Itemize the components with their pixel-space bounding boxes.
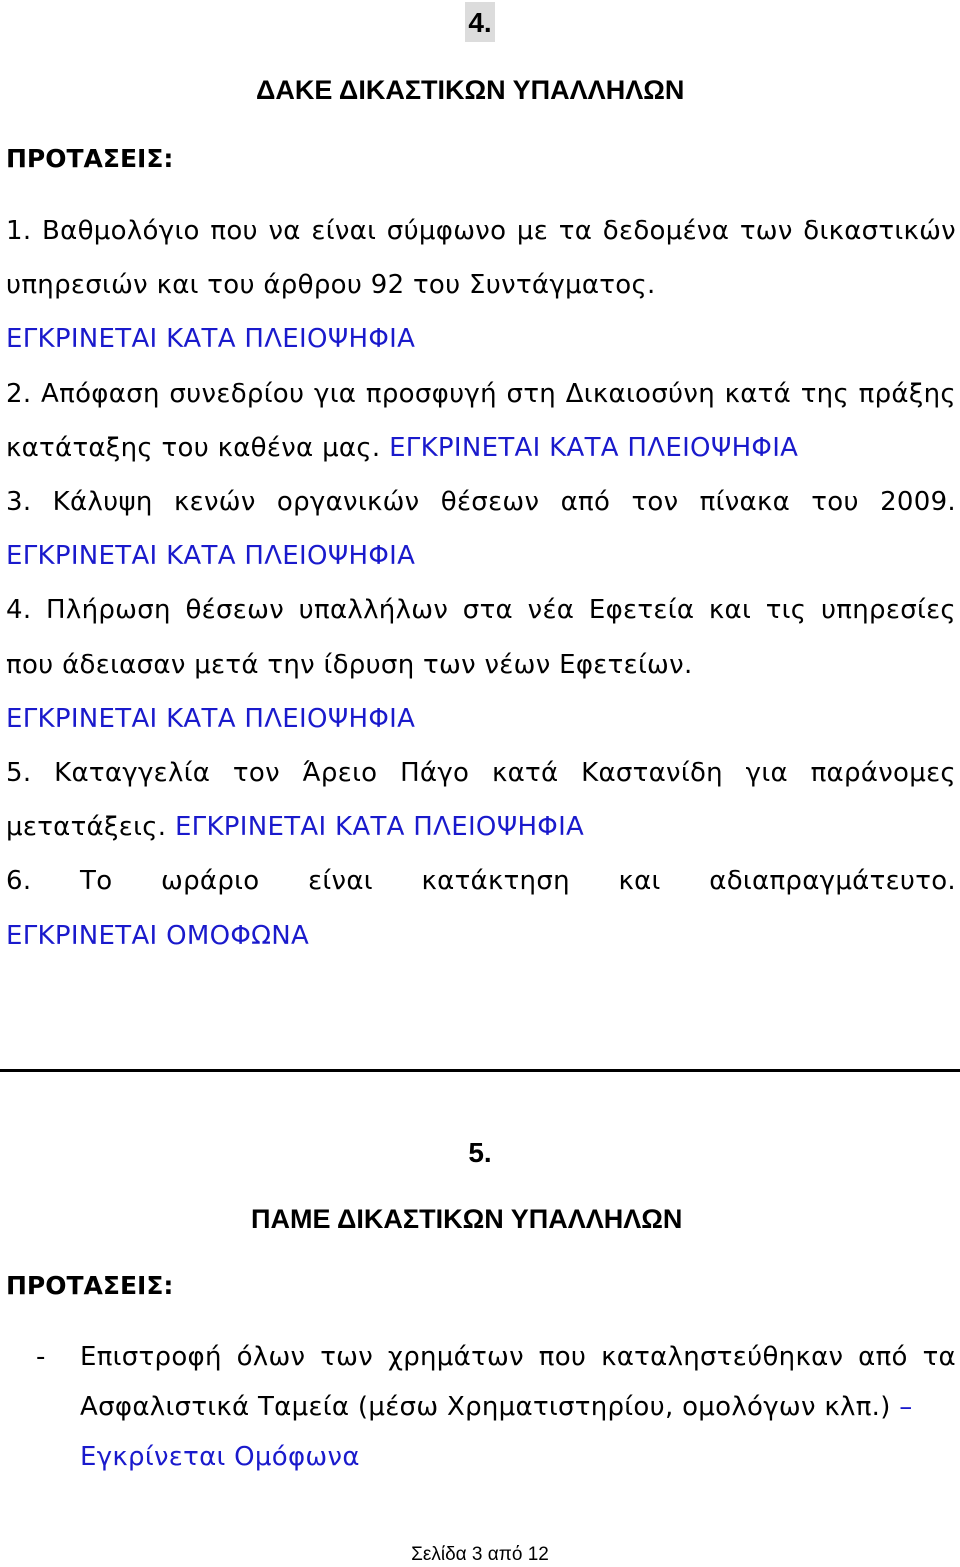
proposal-text: Επιστροφή όλων των χρημάτων που καταληστεύθηκαν από τα Ασφαλιστικά Ταμεία (μέσω Χρηματιστηρίου, ομολόγων κλπ.) xyxy=(80,1342,956,1422)
proposal-text: 3. Κάλυψη κενών οργανικών θέσεων από τον πίνακα του 2009. xyxy=(6,487,956,518)
list-item xyxy=(6,204,956,367)
section-divider xyxy=(0,1069,960,1072)
proposals-heading: ΠΡΟΤΑΣΕΙΣ: xyxy=(6,144,174,173)
list-item xyxy=(80,1332,956,1482)
approval-status: ΕΓΚΡΙΝΕΤΑΙ ΚΑΤΑ ΠΛΕΙΟΨΗΦΙΑ xyxy=(174,812,585,843)
status-dash: – xyxy=(899,1392,913,1422)
proposal-list xyxy=(6,204,956,963)
section-number-4: 4. xyxy=(465,2,495,42)
proposal-text: 4. Πλήρωση θέσεων υπαλλήλων στα νέα Εφετεία και τις υπηρεσίες που άδειασαν μετά την ίδρυση των νέων Εφετείων. xyxy=(6,595,956,680)
page-footer: Σελίδα 3 από 12 xyxy=(411,1544,549,1565)
list-item xyxy=(6,854,956,908)
approval-status: ΕΓΚΡΙΝΕΤΑΙ ΚΑΤΑ ΠΛΕΙΟΨΗΦΙΑ xyxy=(6,703,416,734)
proposal-text: 6. Το ωράριο είναι κατάκτηση και αδιαπραγμάτευτο. xyxy=(6,866,956,897)
bullet-dash: - xyxy=(36,1342,46,1372)
section-title-pame: ΠΑΜΕ ΔΙΚΑΣΤΙΚΩΝ ΥΠΑΛΛΗΛΩΝ xyxy=(251,1204,683,1234)
approval-status: ΕΓΚΡΙΝΕΤΑΙ ΚΑΤΑ ΠΛΕΙΟΨΗΦΙΑ xyxy=(389,432,799,463)
approval-status: ΕΓΚΡΙΝΕΤΑΙ ΚΑΤΑ ΠΛΕΙΟΨΗΦΙΑ xyxy=(6,541,416,572)
list-item xyxy=(6,475,956,583)
section-number-5: 5. xyxy=(468,1137,492,1168)
proposal-text: 1. Βαθμολόγιο που να είναι σύμφωνο με τα δεδομένα των δικαστικών υπηρεσιών και του άρθρου 92 του Συντάγματος. xyxy=(6,216,956,301)
list-item xyxy=(6,367,956,475)
proposals-heading: ΠΡΟΤΑΣΕΙΣ: xyxy=(6,1271,174,1300)
approval-status: Εγκρίνεται Ομόφωνα xyxy=(80,1442,360,1472)
approval-status: ΕΓΚΡΙΝΕΤΑΙ ΚΑΤΑ ΠΛΕΙΟΨΗΦΙΑ xyxy=(6,324,416,355)
list-item xyxy=(6,746,956,854)
section-title-dake: ΔΑΚΕ ΔΙΚΑΣΤΙΚΩΝ ΥΠΑΛΛΗΛΩΝ xyxy=(256,75,685,105)
approval-status: ΕΓΚΡΙΝΕΤΑΙ ΟΜΟΦΩΝΑ xyxy=(6,920,310,951)
proposal-text: 5. Καταγγελία τον Άρειο Πάγο κατά Καστανίδη για παράνομες μετατάξεις. xyxy=(6,758,956,843)
list-item xyxy=(6,583,956,746)
proposal-text: 2. Απόφαση συνεδρίου για προσφυγή στη Δικαιοσύνη κατά της πράξης κατάταξης του καθένα μας. xyxy=(6,378,956,463)
